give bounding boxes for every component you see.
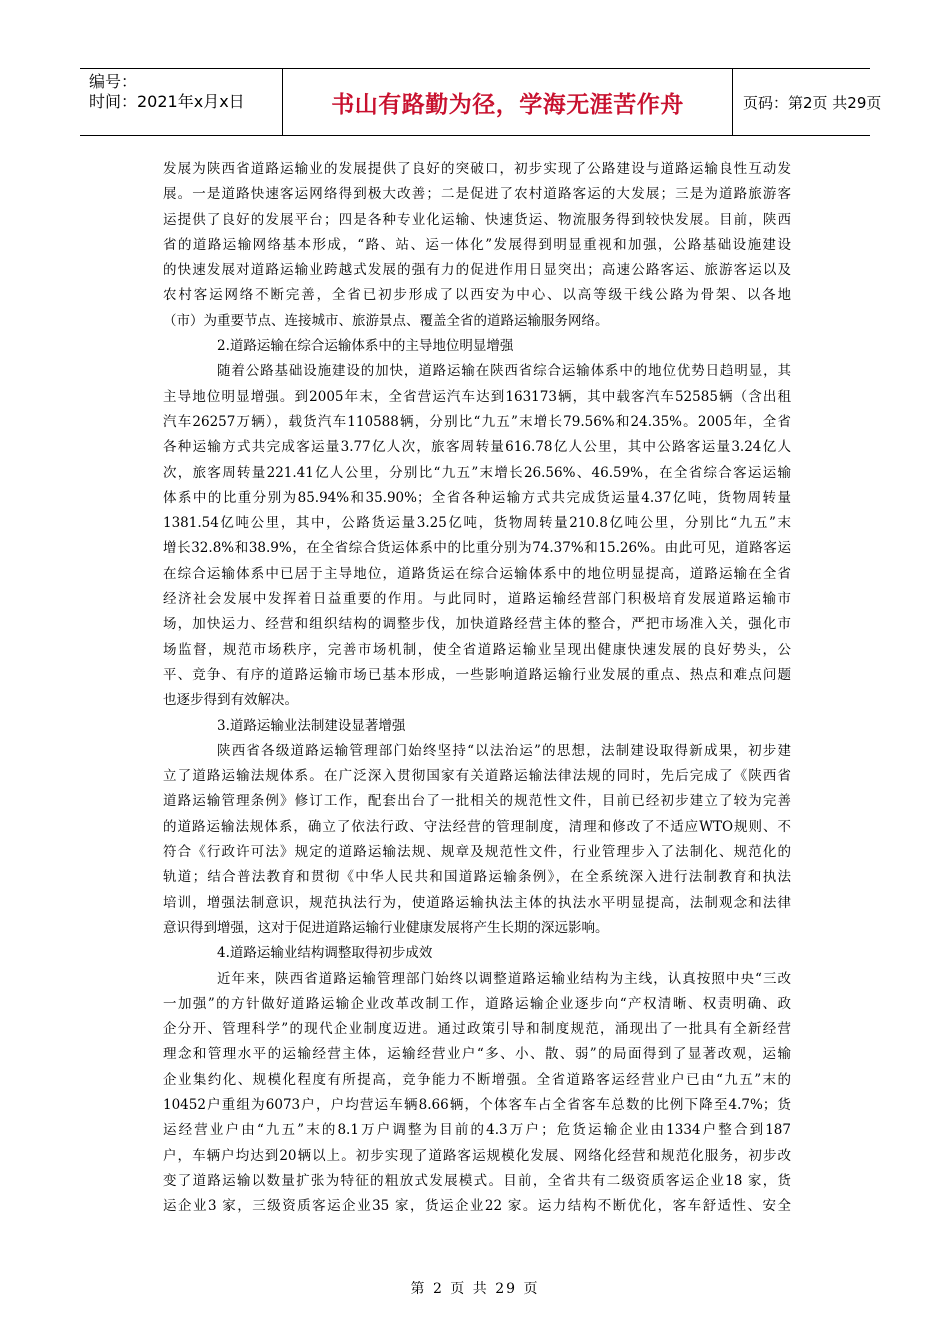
- text-line: 省的道路运输网络基本形成，“路、站、运一体化”发展得到明显重视和加强，公路基础设施建设: [163, 236, 791, 253]
- doc-number-label: 编号：: [89, 72, 138, 91]
- section-heading: 3.道路运输业法制建设显著增强: [217, 717, 406, 734]
- text-line: 平、竞争、有序的道路运输市场已基本形成，一些影响道路运输行业发展的重点、热点和难点问题: [163, 666, 791, 683]
- text-line: 企分开、管理科学”的现代企业制度迈进。通过政策引导和制度规范，涌现出了一批具有全新经营: [163, 1021, 791, 1038]
- header-motto: 书山有路勤为径，学海无涯苦作舟: [282, 69, 733, 135]
- text-line: 的道路运输法规体系，确立了依法行政、守法经营的管理制度，清理和修改了不适应WTO规则、不: [163, 818, 791, 835]
- text-line: 陕西省各级道路运输管理部门始终坚持“以法治运”的思想，法制建设取得新成果，初步建: [217, 742, 791, 759]
- text-line: 农村客运网络不断完善，全省已初步形成了以西安为中心、以高等级干线公路为骨架、以各地: [163, 287, 791, 304]
- text-line: 各种运输方式共完成客运量3.77亿人次，旅客周转量616.78亿人公里，其中公路客运量3.24亿人: [163, 439, 791, 456]
- text-line: 一加强”的方针做好道路运输企业改革改制工作，道路运输企业逐步向“产权清晰、权责明确、政: [163, 995, 791, 1012]
- text-line: 1381.54亿吨公里，其中，公路货运量3.25亿吨，货物周转量210.8亿吨公里，分别比“九五”末: [163, 515, 791, 532]
- text-line: 场监督，规范市场秩序，完善市场机制，使全省道路运输业呈现出健康快速发展的良好势头，公: [163, 641, 791, 658]
- text-line: 轨道；结合普法教育和贯彻《中华人民共和国道路运输条例》，在全系统深入进行法制教育和执法: [163, 869, 791, 886]
- section-heading: 4.道路运输业结构调整取得初步成效: [217, 945, 433, 962]
- text-line: 的快速发展对道路运输业跨越式发展的强有力的促进作用日显突出；高速公路客运、旅游客运以及: [163, 262, 791, 279]
- section-heading: 2.道路运输在综合运输体系中的主导地位明显增强: [217, 338, 514, 355]
- text-line: 意识得到增强，这对于促进道路运输行业健康发展将产生长期的深远影响。: [163, 919, 609, 936]
- text-line: 理念和管理水平的运输经营主体，运输经营业户“多、小、散、弱”的局面得到了显著改观，运输: [163, 1046, 791, 1063]
- text-line: 体系中的比重分别为85.94%和35.90%；全省各种运输方式共完成货运量4.37亿吨，货物周转量: [163, 489, 791, 506]
- text-line: 户，车辆户均达到20辆以上。初步实现了道路客运规模化发展、网络化经营和规范化服务，初步改: [163, 1147, 791, 1164]
- text-line: 运经营业户由“九五”末的8.1万户调整为目前的4.3万户；危货运输企业由1334户整合到187: [163, 1122, 791, 1139]
- text-line: 变了道路运输以数量扩张为特征的粗放式发展模式。目前，全省共有二级资质客运企业18 家，货: [163, 1172, 791, 1189]
- text-line: 10452户重组为6073户，户均营运车辆8.66辆，个体客车占全省客车总数的比例下降至4.7%；货: [163, 1096, 791, 1113]
- text-line: 运企业3 家，三级资质客运企业35 家，货运企业22 家。运力结构不断优化，客车舒适性、安全: [163, 1198, 791, 1215]
- text-line: 近年来，陕西省道路运输管理部门始终以调整道路运输业结构为主线，认真按照中央“三改: [217, 970, 791, 987]
- document-body: [163, 157, 791, 1219]
- header-meta: [80, 69, 282, 135]
- text-line: 企业集约化、规模化程度有所提高，竞争能力不断增强。全省道路客运经营业户已由“九五”末的: [163, 1071, 791, 1088]
- text-line: 经济社会发展中发挥着日益重要的作用。与此同时，道路运输经营部门积极培育发展道路运输市: [163, 591, 791, 608]
- page-footer: 第 2 页 共 29 页: [410, 1281, 540, 1297]
- text-line: 道路运输管理条例》修订工作，配套出台了一批相关的规范性文件，目前已经初步建立了较为完善: [163, 793, 791, 810]
- date-label: 时间：2021年x月x日: [89, 92, 245, 111]
- text-line: 符合《行政许可法》规定的道路运输法规、规章及规范性文件，行业管理步入了法制化、规范化的: [163, 844, 791, 861]
- text-line: 展。一是道路快速客运网络得到极大改善；二是促进了农村道路客运的大发展；三是为道路旅游客: [163, 186, 791, 203]
- text-line: 场，加快运力、经营和组织结构的调整步伐，加快道路经营主体的整合，严把市场准入关，强化市: [163, 616, 791, 633]
- text-line: 也逐步得到有效解决。: [163, 692, 298, 709]
- text-line: 立了道路运输法规体系。在广泛深入贯彻国家有关道路运输法律法规的同时，先后完成了《陕西省: [163, 768, 791, 785]
- text-line: 主导地位明显增强。到2005年末，全省营运汽车达到163173辆，其中载客汽车52585辆（含出租: [163, 388, 791, 405]
- text-line: 发展为陕西省道路运输业的发展提供了良好的突破口，初步实现了公路建设与道路运输良性互动发: [163, 161, 791, 177]
- text-line: 次，旅客周转量221.41亿人公里，分别比“九五”末增长26.56%、46.59%，在全省综合客运运输: [163, 464, 791, 481]
- header-page-number: 页码：第2页 共29页: [743, 93, 882, 112]
- text-line: （市）为重要节点、连接城市、旅游景点、覆盖全省的道路运输服务网络。: [163, 312, 609, 329]
- text-line: 汽车26257万辆），载货汽车110588辆，分别比“九五”末增长79.56%和24.35%。2005年，全省: [163, 413, 791, 430]
- text-line: 培训，增强法制意识，规范执法行为，使道路运输执法主体的执法水平明显提高，法制观念和法律: [163, 894, 791, 911]
- text-line: 运提供了良好的发展平台；四是各种专业化运输、快速货运、物流服务得到较快发展。目前，陕西: [163, 211, 791, 228]
- text-line: 随着公路基础设施建设的加快，道路运输在陕西省综合运输体系中的地位优势日趋明显，其: [217, 363, 791, 380]
- page-header: [80, 68, 882, 136]
- text-line: 增长32.8%和38.9%，在全省综合货运体系中的比重分别为74.37%和15.26%。由此可见，道路客运: [163, 540, 791, 557]
- text-line: 在综合运输体系中已居于主导地位，道路货运在综合运输体系中的地位明显提高，道路运输在全省: [163, 565, 791, 582]
